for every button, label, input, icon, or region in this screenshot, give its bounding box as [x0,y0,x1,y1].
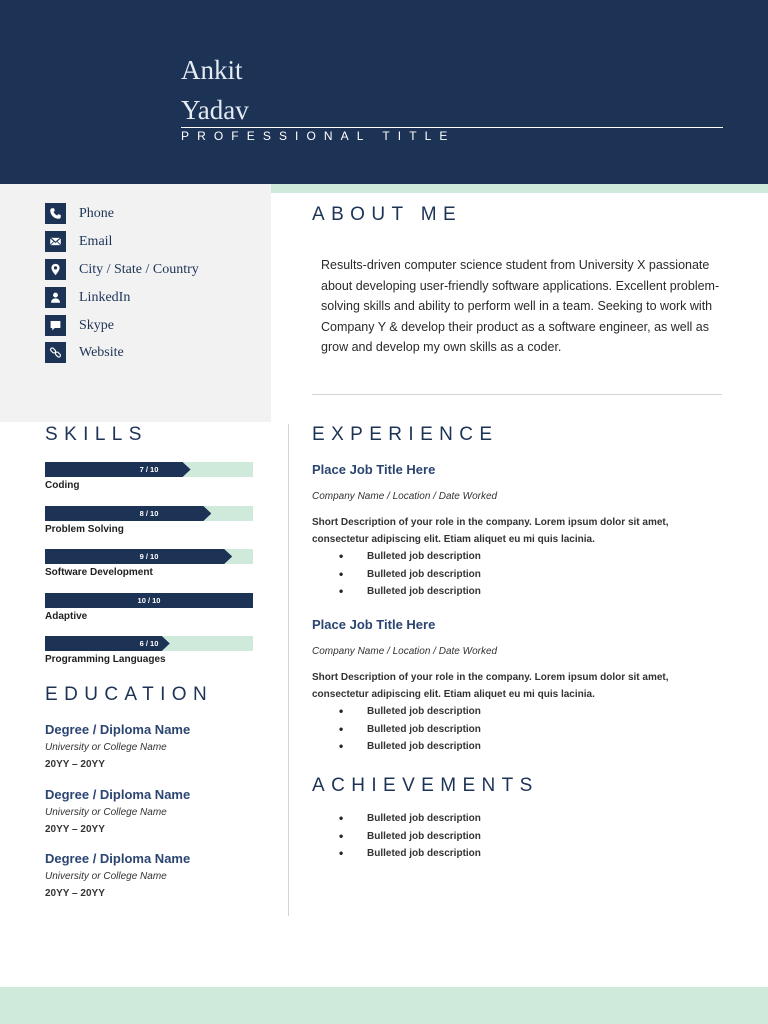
education-years: 20YY – 20YY [45,759,105,770]
bullet-item: • Bulleted job description [339,583,732,601]
skill-name: Software Development [45,567,153,578]
skill-item [45,506,253,536]
contact-website[interactable] [45,342,124,363]
contact-label: Skype [79,317,114,333]
skill-item [45,462,253,492]
contact-label: Website [79,344,124,360]
job-description: Short Description of your role in the company. Lorem ipsum dolor sit amet, consectetur adipiscing elit. Etiam aliquet eu mi quis lacinia. [312,672,669,700]
contact-label: Email [79,233,113,249]
last-name: Yadav [181,95,249,125]
contact-label: City / State / Country [79,261,199,277]
email-icon [45,231,66,252]
skill-name: Coding [45,480,80,491]
achievement-bullets [339,810,732,863]
contact-label: Phone [79,205,114,221]
skill-level: 6 / 10 [139,639,159,648]
skill-item [45,549,253,579]
bullet-item: • Bulleted job description [339,845,732,863]
bullet-item: • Bulleted job description [339,810,732,828]
bullet-item: • Bulleted job description [339,721,732,739]
contact-email[interactable] [45,231,112,252]
skill-item [45,636,253,666]
achievements-heading: ACHIEVEMENTS [312,775,539,796]
header-banner [0,0,768,184]
website-icon [45,342,66,363]
skill-bar [45,462,253,477]
about-heading: ABOUT ME [312,204,463,225]
bullet-item: • Bulleted job description [339,566,732,584]
contact-linkedin[interactable] [45,287,130,308]
linkedin-icon [45,287,66,308]
contact-location[interactable] [45,259,199,280]
job-entry [312,462,732,601]
skills-heading: SKILLS [45,424,148,445]
bullet-item: • Bulleted job description [339,828,732,846]
bullet-item: • Bulleted job description [339,738,732,756]
degree-name: Degree / Diploma Name [45,851,191,866]
school-name: University or College Name [45,871,167,882]
location-icon [45,259,66,280]
mint-accent-strip [271,184,768,193]
column-divider [288,424,289,916]
skill-name: Adaptive [45,611,88,622]
about-text: Results-driven computer science student from University X passionate about developing user-friendly software applications. Excellent problem-solving skills and ability to perform well in a team. Seeking to work with Company Y & develop their product as a software engineer, as well as grow and develop my own skills as a coder. [321,258,720,354]
job-company: Company Name / Location / Date Worked [312,646,498,657]
education-years: 20YY – 20YY [45,888,105,899]
skill-bar [45,506,253,521]
phone-icon [45,203,66,224]
skill-name: Programming Languages [45,654,166,665]
degree-name: Degree / Diploma Name [45,722,191,737]
degree-name: Degree / Diploma Name [45,787,191,802]
school-name: University or College Name [45,742,167,753]
education-years: 20YY – 20YY [45,824,105,835]
bullet-item: • Bulleted job description [339,548,732,566]
title-divider [181,127,723,128]
skype-icon [45,315,66,336]
job-bullets [339,548,732,601]
school-name: University or College Name [45,807,167,818]
job-description: Short Description of your role in the company. Lorem ipsum dolor sit amet, consectetur adipiscing elit. Etiam aliquet eu mi quis lacinia. [312,517,669,545]
achievements-list [312,810,732,863]
skill-item [45,593,253,623]
skill-level: 7 / 10 [139,465,159,474]
job-entry [312,617,732,756]
education-item [45,722,275,771]
skill-bar [45,549,253,564]
education-item [45,787,275,836]
education-item [45,851,275,900]
first-name: Ankit [181,55,243,85]
contact-panel [0,184,271,422]
skill-level: 8 / 10 [139,509,159,518]
contact-phone[interactable] [45,203,114,224]
job-title: Place Job Title Here [312,617,436,632]
bullet-item: • Bulleted job description [339,703,732,721]
job-company: Company Name / Location / Date Worked [312,491,498,502]
education-heading: EDUCATION [45,684,214,705]
professional-title: PROFESSIONAL TITLE [181,129,456,143]
skill-level: 10 / 10 [137,596,161,605]
skill-bar [45,636,253,651]
skill-level: 9 / 10 [139,552,159,561]
contact-label: LinkedIn [79,289,131,305]
skill-bar [45,593,253,608]
experience-heading: EXPERIENCE [312,424,499,445]
footer-band [0,987,768,1024]
job-title: Place Job Title Here [312,462,436,477]
contact-skype[interactable] [45,315,114,336]
about-divider [312,394,722,395]
skill-name: Problem Solving [45,524,124,535]
job-bullets [339,703,732,756]
